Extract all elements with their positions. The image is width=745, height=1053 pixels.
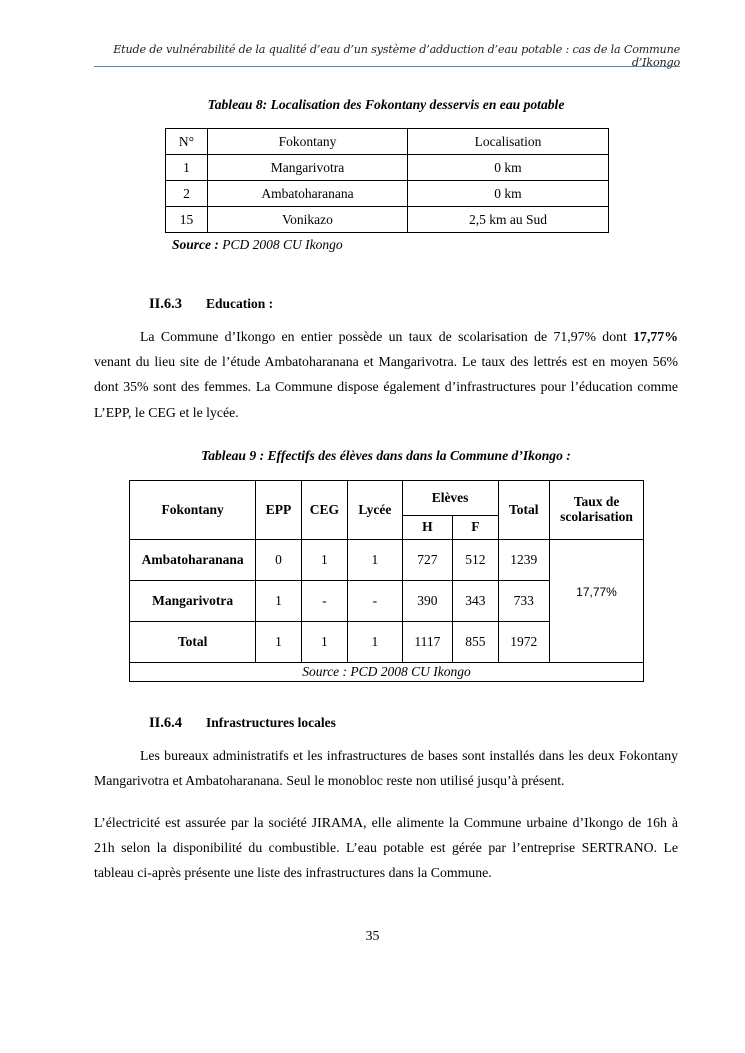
row-label: Ambatoharanana <box>130 540 256 581</box>
table-cell: 0 <box>256 540 301 581</box>
row-label: Total <box>130 622 256 663</box>
table-cell: 1117 <box>402 622 452 663</box>
table-cell: Mangarivotra <box>208 155 408 181</box>
section-number: II.6.4 <box>149 715 183 731</box>
table-cell: 512 <box>453 540 498 581</box>
table-cell: - <box>348 581 403 622</box>
header-eleves: Elèves <box>402 481 498 516</box>
source-text: PCD 2008 CU Ikongo <box>218 237 343 252</box>
table-row <box>166 207 609 233</box>
infrastructures-paragraph-1: Les bureaux administratifs et les infrastructures de bases sont installés dans les deux Fokontany Mangarivotra et Ambatoharanana. Seul le monobloc reste non utilisé jusqu’à présent. <box>94 748 678 789</box>
section-number: II.6.3 <box>149 296 183 312</box>
section-heading-education <box>149 296 273 313</box>
table-cell: 1 <box>348 540 403 581</box>
header-epp: EPP <box>256 481 301 540</box>
highlight-rate: 17,77% <box>633 329 678 344</box>
table-cell: 1 <box>301 622 347 663</box>
table-cell: Ambatoharanana <box>208 181 408 207</box>
table-cell: 1 <box>301 540 347 581</box>
table-cell: 343 <box>453 581 498 622</box>
table-cell: 1 <box>256 622 301 663</box>
page-number: 35 <box>365 928 380 943</box>
header-rule <box>94 66 680 67</box>
table-header-cell: Fokontany <box>208 129 408 155</box>
table-header-row <box>130 481 644 516</box>
table-cell: 0 km <box>408 155 609 181</box>
source-label: Source : <box>172 237 219 252</box>
header-ceg: CEG <box>301 481 347 540</box>
table-cell: 15 <box>166 207 208 233</box>
table-cell: 0 km <box>408 181 609 207</box>
table8 <box>165 128 609 233</box>
table-cell: 1 <box>348 622 403 663</box>
taux-scolarisation-value: 17,77% <box>550 540 644 663</box>
table-cell: 2,5 km au Sud <box>408 207 609 233</box>
table8-source <box>172 237 343 253</box>
table-source-row <box>130 663 644 682</box>
table9-source: Source : PCD 2008 CU Ikongo <box>130 663 644 682</box>
table-cell: - <box>301 581 347 622</box>
table-cell: 390 <box>402 581 452 622</box>
table-row <box>166 181 609 207</box>
table-cell: 1 <box>166 155 208 181</box>
table-cell: 855 <box>453 622 498 663</box>
table-row <box>166 155 609 181</box>
table-cell: Vonikazo <box>208 207 408 233</box>
education-paragraph: La Commune d’Ikongo en entier possède un taux de scolarisation de 71,97% dont 17,77% venant du lieu site de l’étude Ambatoharanana et Mangarivotra. Le taux des lettrés est en moyen 56% dont 35% sont des femmes. La Commune dispose également d’infrastructures pour l’éducation comme L’EPP, le CEG et le lycée. <box>94 329 678 420</box>
header-total: Total <box>498 481 550 540</box>
table9 <box>129 480 644 682</box>
table-cell: 733 <box>498 581 550 622</box>
table-cell: 1 <box>256 581 301 622</box>
table-header-cell: N° <box>166 129 208 155</box>
table-header-cell: Localisation <box>408 129 609 155</box>
header-taux: Taux de scolarisation <box>550 481 644 540</box>
table-cell: 2 <box>166 181 208 207</box>
table-header-row <box>166 129 609 155</box>
table-cell: 727 <box>402 540 452 581</box>
header-fokontany: Fokontany <box>130 481 256 540</box>
header-lycee: Lycée <box>348 481 403 540</box>
section-title: Education : <box>206 296 274 311</box>
table-cell: 1972 <box>498 622 550 663</box>
infrastructures-paragraph-2: L’électricité est assurée par la société JIRAMA, elle alimente la Commune urbaine d’Ikongo de 16h à 21h selon la disponibilité du combustible. L’eau potable est gérée par l’entreprise SERTRANO. Le tableau ci-après présente une liste des infrastructures dans la Commune. <box>94 815 678 881</box>
table-cell: 1239 <box>498 540 550 581</box>
header-h: H <box>402 516 452 540</box>
section-heading-infrastructures <box>149 715 336 732</box>
table8-caption: Tableau 8: Localisation des Fokontany desservis en eau potable <box>207 97 565 112</box>
table9-caption: Tableau 9 : Effectifs des élèves dans dans la Commune d’Ikongo : <box>201 448 571 463</box>
row-label: Mangarivotra <box>130 581 256 622</box>
section-title: Infrastructures locales <box>206 715 336 730</box>
table-row <box>130 540 644 581</box>
header-f: F <box>453 516 498 540</box>
running-header: Etude de vulnérabilité de la qualité d’eau d’un système d’adduction d’eau potable : cas de la Commune d’Ikongo <box>113 43 680 69</box>
